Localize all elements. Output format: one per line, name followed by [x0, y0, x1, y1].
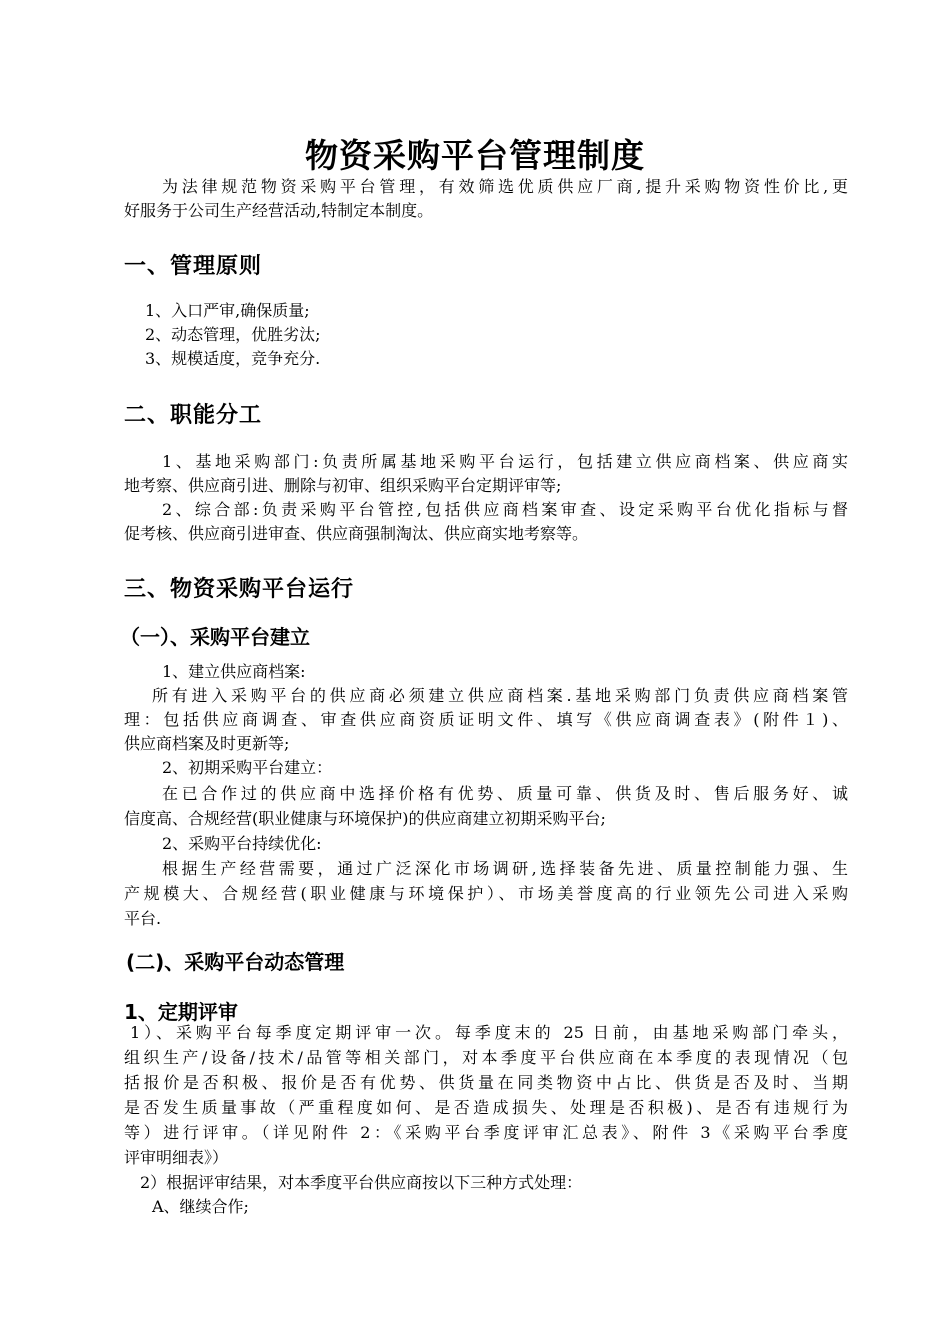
section-heading-principles: 一、管理原则 [124, 254, 263, 279]
establish-line-6: 在已合作过的供应商中选择价格有优势、质量可靠、供货及时、售后服务好、诚 [162, 784, 848, 803]
establish-line-10: 产规模大、合规经营(职业健康与环境保护）、市场美誉度高的行业领先公司进入采购 [124, 884, 848, 903]
establish-line-8: 2、采购平台持续优化: [162, 834, 322, 853]
establish-line-1: 1、建立供应商档案: [162, 662, 306, 681]
duty-line-3: 2、综合部:负责采购平台管控,包括供应商档案审查、设定采购平台优化指标与督 [162, 500, 848, 519]
establish-line-2: 所有进入采购平台的供应商必须建立供应商档案.基地采购部门负责供应商档案管 [152, 686, 848, 705]
duty-line-2: 地考察、供应商引进、删除与初审、组织采购平台定期评审等; [124, 476, 562, 495]
establish-line-7: 信度高、合规经营(职业健康与环境保护)的供应商建立初期采购平台; [124, 809, 606, 828]
review-line-4: 是否发生质量事故（严重程度如何、是否造成损失、处理是否积极)、是否有违规行为 [124, 1098, 848, 1117]
intro-line-2: 好服务于公司生产经营活动,特制定本制度。 [124, 201, 434, 220]
section-heading-operation: 三、物资采购平台运行 [124, 577, 355, 602]
subsection-heading-dynamic: (二)、采购平台动态管理 [126, 950, 345, 974]
review-line-3: 括报价是否积极、报价是否有优势、供货量在同类物资中占比、供货是否及时、当期 [124, 1073, 848, 1092]
subsection-heading-periodic-review: 1、定期评审 [124, 1000, 238, 1024]
establish-line-9: 根据生产经营需要，通过广泛深化市场调研,选择装备先进、质量控制能力强、生 [162, 859, 848, 878]
review-line-1: 1）、采购平台每季度定期评审一次。每季度末的 25 日前，由基地采购部门牵头， [130, 1023, 848, 1042]
establish-line-4: 供应商档案及时更新等; [124, 734, 290, 753]
section-heading-duties: 二、职能分工 [124, 403, 263, 428]
intro-line-1: 为法律规范物资采购平台管理，有效筛选优质供应厂商,提升采购物资性价比,更 [162, 177, 848, 196]
establish-line-5: 2、初期采购平台建立： [162, 758, 333, 777]
subsection-heading-establish: （一）、采购平台建立 [120, 625, 310, 649]
principle-item-2: 2、动态管理，优胜劣汰; [145, 325, 321, 344]
duty-line-4: 促考核、供应商引进审查、供应商强制淘汰、供应商实地考察等。 [124, 524, 589, 543]
establish-line-11: 平台. [124, 909, 162, 928]
review-line-8: A、继续合作; [152, 1197, 249, 1216]
duty-line-1: 1、基地采购部门:负责所属基地采购平台运行，包括建立供应商档案、供应商实 [162, 452, 848, 471]
review-line-2: 组织生产/设备/技术/品管等相关部门，对本季度平台供应商在本季度的表现情况（包 [124, 1048, 848, 1067]
review-line-5: 等）进行评审。（详见附件 2：《采购平台季度评审汇总表》、附件 3《采购平台季度 [124, 1123, 848, 1142]
principle-item-1: 1、入口严审,确保质量; [145, 301, 310, 320]
establish-line-3: 理：包括供应商调查、审查供应商资质证明文件、填写《供应商调查表》(附件１)、 [124, 710, 848, 729]
principle-item-3: 3、规模适度，竞争充分. [145, 349, 321, 368]
document-title: 物资采购平台管理制度 [305, 136, 645, 175]
review-line-6: 评审明细表》） [124, 1148, 229, 1167]
review-line-7: 2）根据评审结果，对本季度平台供应商按以下三种方式处理： [140, 1173, 583, 1192]
